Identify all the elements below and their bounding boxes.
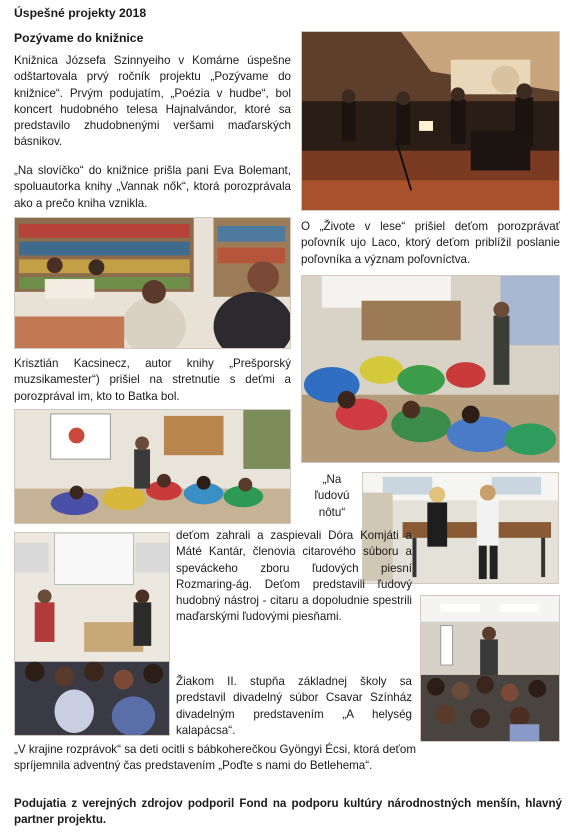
visit-paragraph: „Na slovíčko“ do knižnice prišla pani Eva Bolemant, spoluautorka knihy „Vannak nők“, ktorá porozprávala ako a prečo kniha vznikla. [14, 164, 291, 210]
theatre-paragraph: Žiakom II. stupňa základnej školy sa predstavil divadelný súbor Csavar Színház divadelným predstavením „A helység kalapácsa“. [176, 675, 412, 737]
folk-heading [312, 472, 352, 521]
theatre-photo [420, 595, 560, 742]
concert-photo [301, 31, 560, 211]
folk-paragraph: deťom zahrali a zaspievali Dóra Komjáti a Máté Kantár, členovia citarového súboru a speváckeho zboru ľudových piesní Rozmaring-ág. Deťom predstavili ľudový hudobný nástroj - citaru a dopoludnie spestrili maďarskými ľudovými piesňami. [176, 529, 412, 624]
section-title: Pozývame do knižnice [14, 31, 144, 45]
page-title: Úspešné projekty 2018 [14, 6, 147, 20]
folk-heading-line: ľudovú [314, 489, 350, 503]
folk-heading-line: nôtu“ [318, 505, 346, 519]
forest-paragraph: O „Živote v lese“ prišiel deťom porozprávať poľovník ujo Laco, ktorý deťom priblížil poslanie poľovníka a význam poľovníctva. [301, 220, 560, 266]
author-paragraph: Krisztián Kacsinecz, autor knihy „Prešporský muzsikamester“) prišiel na stretnutie s deťmi a porozprával im, kto to Batka bol. [14, 357, 291, 403]
intro-paragraph: Knižnica Józsefa Szinnyeiho v Komárne úspešne odštartovala prvý ročník projektu „Pozývame do knižnice“. Prvým podujatím, „Poézia v hudbe“, bol koncert hudobného telesa Hajnalvándor, ktoré sa predstavilo zhudobnenými veršami maďarských básnikov. [14, 54, 291, 149]
fairy-tale-paragraph: „V krajine rozprávok“ sa deti ocitli s bábkoherečkou Gyöngyi Écsi, ktorá deťom spríjemnila adventný čas predstavením „Poďte s nami do Betlehema“. [14, 743, 416, 773]
library-talk-photo [14, 217, 291, 349]
sponsor-note: Podujatia z verejných zdrojov podporil Fond na podporu kultúry národnostných menšín, hlavný partner projektu. [14, 797, 562, 827]
folk-heading-line: „Na [322, 473, 342, 486]
author-meeting-photo [14, 409, 291, 524]
puppet-show-photo [14, 532, 170, 736]
hunter-talk-photo [301, 275, 560, 463]
